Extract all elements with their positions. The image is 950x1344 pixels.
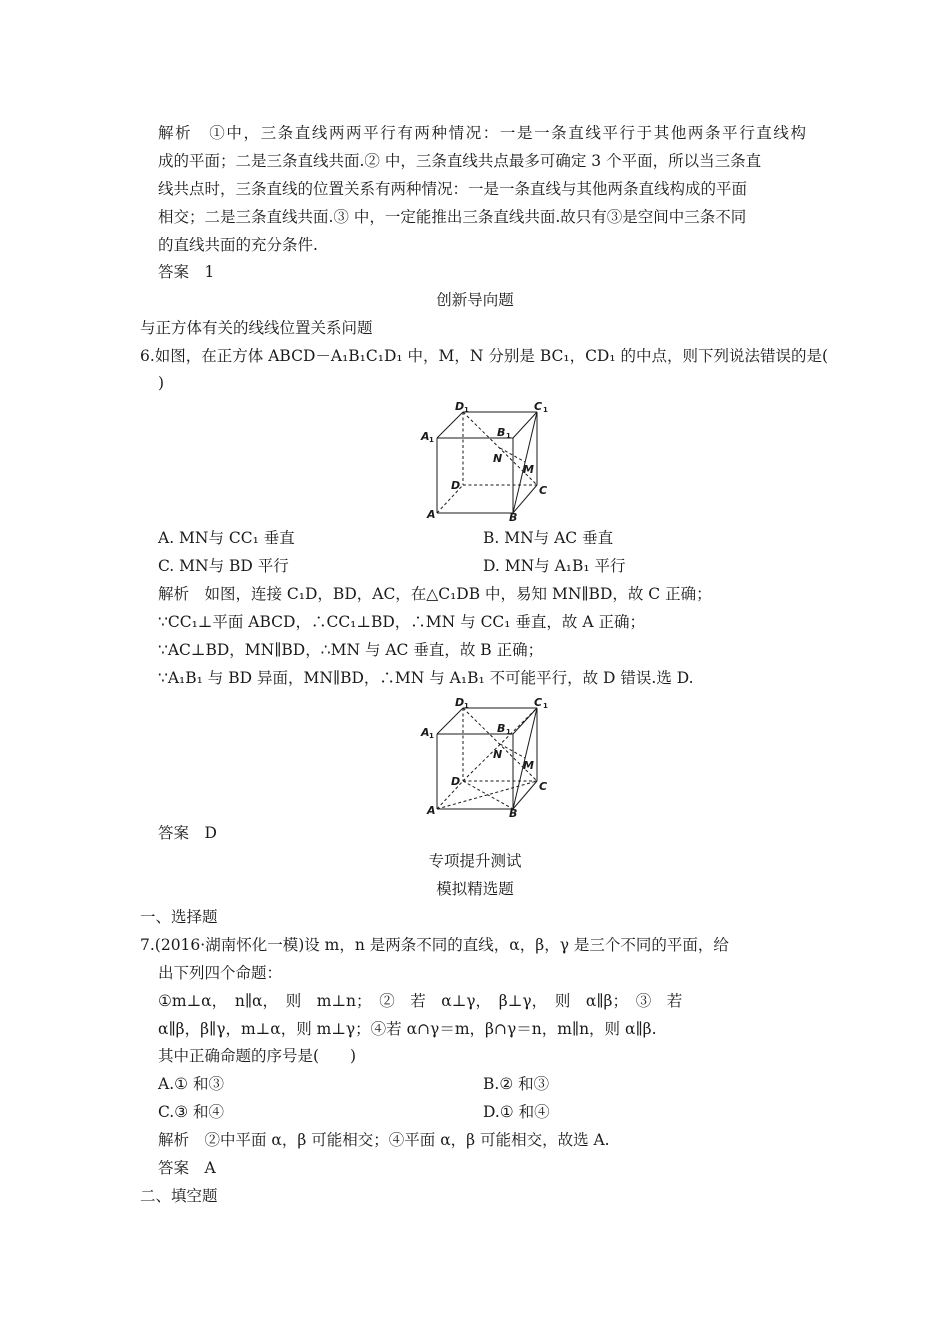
sol5-line-3: 线共点时，三条直线的位置关系有两种情况：一是一条直线与其他两条直线构成的平面 xyxy=(158,180,748,198)
q6-option-d: D. MN与 A₁B₁ 平行 xyxy=(483,557,626,575)
label-M: M xyxy=(523,463,534,476)
label-A1-sub: 1 xyxy=(429,436,434,444)
section-title-test: 专项提升测试 xyxy=(428,852,522,870)
label-A1: A xyxy=(421,430,430,443)
q6-option-a: A. MN与 CC₁ 垂直 xyxy=(158,529,295,547)
label-M: M xyxy=(523,759,534,772)
part-fill-blank: 二、填空题 xyxy=(140,1187,218,1205)
label-B1-sub: 1 xyxy=(506,432,511,440)
q7-option-a: A.① 和③ xyxy=(158,1075,224,1093)
label-A: A xyxy=(427,508,436,521)
q7-question: 其中正确命题的序号是( ) xyxy=(158,1047,357,1065)
q6-stem-line-2: ) xyxy=(158,374,165,392)
label-C1-sub: 1 xyxy=(543,702,548,710)
label-C: C xyxy=(539,484,548,497)
q6-option-c: C. MN与 BD 平行 xyxy=(158,557,289,575)
segment-BD xyxy=(463,781,513,809)
sol5-line-4: 相交；二是三条直线共面.③ 中，一定能推出三条直线共面.故只有③是空间中三条不同 xyxy=(158,208,747,226)
q7-stem-line-2: 出下列四个命题： xyxy=(158,964,283,982)
label-B: B xyxy=(509,807,518,819)
q6-solution-line-3: ∵AC⊥BD，MN∥BD，∴MN 与 AC 垂直，故 B 正确； xyxy=(158,641,544,659)
label-B1: B xyxy=(497,426,506,439)
label-D1-sub: 1 xyxy=(464,406,469,414)
q6-solution-line-4: ∵A₁B₁ 与 BD 异面，MN∥BD，∴MN 与 A₁B₁ 不可能平行，故 D 错误.选 D. xyxy=(158,669,694,687)
q6-answer: 答案 D xyxy=(158,824,217,842)
q6-solution-line-1: 解析 如图，连接 C₁D，BD，AC，在△C₁DB 中，易知 MN∥BD，故 C 正确； xyxy=(158,585,712,603)
cube-figure-question xyxy=(415,398,555,523)
label-D: D xyxy=(451,479,461,492)
label-C: C xyxy=(539,780,548,793)
label-C1: C xyxy=(534,400,543,413)
section-topic: 与正方体有关的线线位置关系问题 xyxy=(140,319,373,337)
q6-option-b: B. MN与 AC 垂直 xyxy=(483,529,614,547)
label-D1-sub: 1 xyxy=(464,702,469,710)
q7-stem-line-1: 7.(2016·湖南怀化一模)设 m，n 是两条不同的直线，α，β，γ 是三个不同的平面，给 xyxy=(140,936,729,954)
label-A1-sub: 1 xyxy=(429,732,434,740)
q7-solution: 解析 ②中平面 α，β 可能相交；④平面 α，β 可能相交，故选 A. xyxy=(158,1131,610,1149)
part-choice: 一、选择题 xyxy=(140,908,218,926)
label-C1-sub: 1 xyxy=(543,406,548,414)
section-title-innovation: 创新导向题 xyxy=(436,291,514,309)
sol5-answer: 答案 1 xyxy=(158,263,215,281)
label-B1-sub: 1 xyxy=(506,728,511,736)
q7-option-b: B.② 和③ xyxy=(483,1075,550,1093)
label-D: D xyxy=(451,775,461,788)
label-A1: A xyxy=(421,726,430,739)
sol5-line-1: 解析 ①中，三条直线两两平行有两种情况：一是一条直线平行于其他两条平行直线构 xyxy=(158,124,806,142)
label-B: B xyxy=(509,511,518,523)
label-D1: D xyxy=(455,400,465,413)
section-title-selected: 模拟精选题 xyxy=(436,880,514,898)
q7-option-c: C.③ 和④ xyxy=(158,1103,225,1121)
q6-stem-line-1: 6.如图，在正方体 ABCD－A₁B₁C₁D₁ 中，M，N 分别是 BC₁，CD₁ 的中点，则下列说法错误的是( xyxy=(140,347,829,365)
label-B1: B xyxy=(497,722,506,735)
label-C1: C xyxy=(534,696,543,709)
label-N: N xyxy=(493,748,503,761)
q6-solution-line-2: ∵CC₁⊥平面 ABCD，∴CC₁⊥BD，∴MN 与 CC₁ 垂直，故 A 正确； xyxy=(158,613,645,631)
label-N: N xyxy=(493,452,503,465)
q7-prop-line-2: α∥β，β∥γ，m⊥α，则 m⊥γ；④若 α∩γ＝m，β∩γ＝n，m∥n，则 α∥β. xyxy=(158,1020,657,1038)
sol5-line-5: 的直线共面的充分条件. xyxy=(158,236,318,254)
sol5-line-2: 成的平面；二是三条直线共面.② 中，三条直线共点最多可确定 3 个平面，所以当三条直 xyxy=(158,152,762,170)
q7-answer: 答案 A xyxy=(158,1159,216,1177)
label-A: A xyxy=(427,804,436,817)
edge-A1D1 xyxy=(437,412,463,438)
label-D1: D xyxy=(455,696,465,709)
q7-option-d: D.① 和④ xyxy=(483,1103,550,1121)
q7-prop-line-1: ①m⊥α， n∥α， 则 m⊥n； ② 若 α⊥γ， β⊥γ， 则 α∥β； ③ 若 xyxy=(158,992,683,1010)
cube-figure-solution xyxy=(415,694,555,819)
